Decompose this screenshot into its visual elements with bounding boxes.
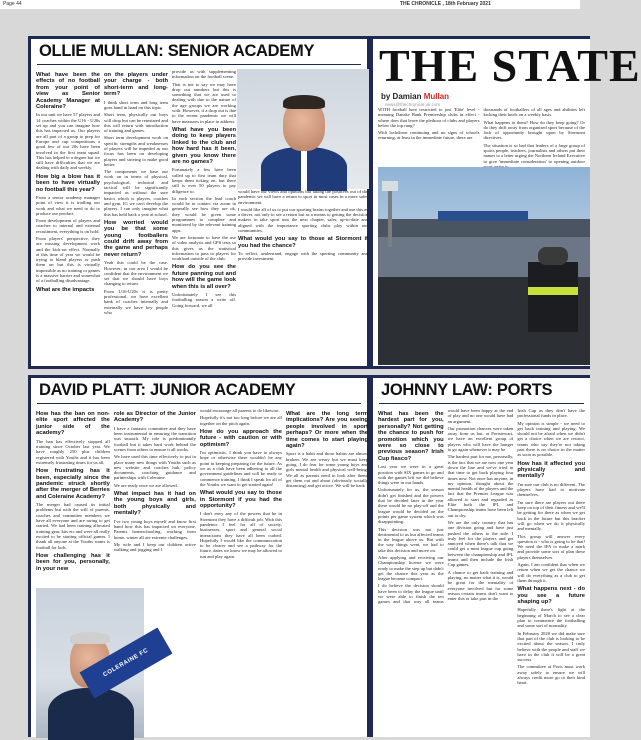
newspaper-name-date: THE CHRONICLE , 18th February 2021: [400, 1, 491, 7]
article-columns-main: [36, 69, 236, 366]
portrait-photo: [237, 69, 369, 189]
column-2: [104, 69, 168, 366]
paragraph: Our promotion chances were taken away from us but, at Portstewart, we have an excellent group of players who will have the hunger to go again whenever it may be.: [447, 425, 514, 453]
paragraph: I have a fantastic committee and they have been instrumental in ensuring the transition was smooth. My role is predominantly football but it takes hard work behind the scenes from others to ensure it all works.: [113, 425, 196, 452]
paragraph: provide us with supplementing information on the football scene.: [172, 69, 236, 80]
paragraph: My wife and I keep our children active walking and jogging and I: [113, 541, 196, 553]
column-1: [36, 408, 110, 586]
question-heading: What has been the hardest part for you, personally? Not getting the chance to push for promotion which you were so close to previous season? Irish Cup fiasco?: [378, 411, 444, 462]
column-2: [517, 408, 585, 738]
title-rule: [379, 403, 584, 404]
paragraph: We have used this time effectively to put in place many new things with Youths such as new website and coaches hub, policy documents, coaching guidance and partnerships with Coleraine.: [113, 454, 196, 481]
question-heading: What have been the effects of no football from your point of view as Senior Academy Manager at Coleraine?: [36, 72, 100, 111]
paragraph: My opinion is simple - we need to get back training and playing. We should not be afraid when we didn't get a choice when we are restrict, teams who say they're not taking part there is no choice in the matter as soon as possible.: [517, 420, 585, 458]
paragraph: I do believe the decision should have been to delay the league until we were able to finish the ten games and that way all teams would have been happy at the end of play and no one would have had an argument.: [378, 408, 514, 605]
kit-jacket: [261, 147, 347, 191]
article-columns-lower: [238, 189, 368, 367]
question-heading: What would you say to those in Stormont if you had the opportunity?: [199, 490, 282, 509]
question-heading: How has it affected you physically and mentally?: [517, 460, 585, 480]
question-heading: How challenging has it been for you, personally, in your new: [36, 552, 110, 572]
paragraph: This decision was not just detrimental to us but affected teams in the league above us. But with the way things went, we had to take this decision and move on.: [378, 526, 444, 553]
article-david-platt: [28, 375, 370, 737]
question-heading: How frustrating has it been, especially since the pandemic struck shortly after the merger of Berries and Coleraine Academy?: [36, 468, 110, 500]
article-title: OLLIE MULLAN: SENIOR ACADEMY: [39, 42, 315, 60]
paragraph: Last year we were in a great position with SIX games to go and with the games left we did believe things were in our hands.: [378, 464, 444, 486]
paragraph: From development of players and coaches to internal and external recruitment, everything is on hold.: [36, 218, 100, 234]
paragraph: I'm optimistic, I think you have to always hope or otherwise there wouldn't be any point in keeping preparing for the future. As we as a club have been adhering to all the government guidelines and will be ready to commence training. I think I speak for all of the Youths we want to get started again!: [199, 450, 282, 487]
question-heading: role as Director of the Junior Academy?: [113, 411, 196, 424]
paragraph: Unfortunately for us, the season didn't get finished and the powers that be decided later in the year there would be no play-off and the league would be decided on the points per game system which was disappointing.: [378, 487, 444, 525]
question-heading: What would you say to those at Stormont if you had the chance?: [238, 236, 368, 249]
paragraph: Hopefully it's not too long before we are all together on the pitch again.: [199, 415, 282, 426]
article-johnny-law: [370, 375, 590, 737]
article-title: THE STATE: [379, 40, 641, 91]
article-title: DAVID PLATT: JUNIOR ACADEMY: [39, 381, 296, 399]
article-the-state: [370, 36, 641, 369]
paragraph: The hardest part for me, personally, is the fact that we are now one year down the line and we've tried in that time to get back playing four times now. Not once has anyone, in my opinion, thought about the mental health of the players and the fact that the Premier League was allowed to start and regarded as Elite both the IPL and Championship teams have been left out to dry.: [447, 454, 514, 518]
jacket: [48, 688, 134, 740]
article-title: JOHNNY LAW: PORTS: [381, 381, 553, 399]
column-2: [484, 107, 586, 167]
paragraph: What happens to them? How do they keep going? Or do they drift away from organised sport because of the lack of opportunity brought upon by Stormont directives.: [483, 119, 585, 141]
paragraph: The components we base our work on in terms of physical, psychological, technical and tactical will be significantly impacted as without the sure basics which is players, coaches and gym, IG we can't develop the players. I can only imagine what this has held back a year at school.: [104, 169, 168, 217]
column-4: [286, 408, 368, 708]
paragraph: Sport is a habit and those habits are almost broken. We are weary but we must keep going. I do fear for some young boys and girls mental health and physical well-being. We all as parents need to look after them, get them out and about (obviously socially distancing) and get active. We will be back: [285, 451, 368, 489]
byline-prefix: by Damian: [381, 92, 422, 101]
paragraph: Irish Cup as they don't have the professional funds in place.: [517, 408, 585, 419]
column-1: [378, 107, 480, 167]
title-rule: [37, 64, 361, 65]
paragraph: With lockdown continuing and no signs of schools returning, at least in the immediate future, there are: [378, 130, 480, 141]
paragraph: That is not to say we may have drop out numbers but this is something that we are used to dealing with due to the nature of the age groups we are working with. However, if a drop out is due to the recent pandemic we will have measures in place to address.: [172, 81, 236, 124]
question-heading: What impact has it had on the young boys and girls, both physically and mentally?: [113, 491, 196, 517]
paragraph: would have our views and opinions but taking the positives out of the pandemic we will have a return to sport in most cases in a more safer environment.: [238, 189, 368, 205]
article-ollie-mullan: [28, 36, 370, 369]
stadium-photo: [378, 167, 590, 365]
column-3: [200, 408, 282, 708]
paragraph: We are fortunate to have the use of video analysis and GPS tests so this gives us the statistical information to pass to players for workload outside of the club.: [172, 234, 236, 262]
question-heading: What are the long term implications? Are you seeing people involved in sport perhaps? Or more when the time comes to start playing again?: [285, 411, 368, 450]
column-1: [36, 69, 100, 366]
paragraph: From players' perspective, they are missing development work and the kick-on effect. Normally at this time of year we would be trying to blend players or push them on but this is virtually impossible as no training or games is a massive barrier and somewhat of a footballing disadvantage.: [36, 236, 100, 284]
paragraph: From a senior academy manager point of view it is trialling our work and what we need to do to produce our product.: [36, 194, 100, 216]
paragraph: The ban has effectively stopped all training since October last year. We have roughly 250 plus children registered with Youths and it has been extremely frustrating times for us all.: [36, 438, 110, 465]
byline: [381, 92, 449, 101]
column-3: [172, 69, 236, 366]
paragraph: The committee at Ports must work away safely to ensure we will always credit more go to their kind heart.: [517, 664, 585, 686]
paragraph: In each section the lead coach would be in contact via zoom in generally see how they are ok, they would be given some programmes to complete and monitored by the relevant training apps.: [172, 195, 236, 233]
question-heading: How big a blow has it been to have virtually no football this year?: [36, 173, 100, 193]
article-columns: [378, 408, 585, 738]
paragraph: The merger had caused its initial problems but with the will of parents, coaches and committee members we have all everyone and are raring to get started. We had been training allocated training gear, kits etc and were all really excited to be starting official games. I thank all anyone at the Youths wants is football for kids.: [36, 502, 110, 550]
paragraph: Fortunately a few have been called up to first team duty that keeps them ticking on, but there still is over 50 players to pay diligence to.: [172, 167, 236, 194]
article-columns: [378, 107, 585, 167]
paragraph: In February 2020 we did make sure that part of the club is looking to be excited about the season. I truly believe with the people and staff we have in the club it will be a great success.: [517, 630, 585, 663]
column-4: [238, 189, 368, 367]
byline-name: Mullan: [423, 92, 450, 101]
question-heading: How has the ban on non-elite sport affected the junior side of the academy?: [36, 411, 110, 437]
paragraph: Again, I am confident that when we return when we get the chance we will do everything as a club to get them through it.: [517, 562, 585, 583]
question-heading: What happens next - do you see a future shaping up?: [517, 586, 585, 606]
paragraph: To reflect, understand, engage with the sporting community and provide investment.: [238, 251, 368, 262]
paragraph: WITH football here restricted to just 'Elite' level - meaning Danske Bank Premiership clubs in effect - where does that leave the plethora of clubs and players below the top rung?: [378, 107, 480, 128]
paragraph: I would like all of us to put our sporting brains together and use this as a driver, not only to see a return but as a means to getting the decision makers to take sport into the next chapter, safer, up-to-date and aligned with the importance sporting clubs play within our communities.: [238, 206, 368, 234]
paragraph: We are the only country that has one division going and have just pushed the others to the side. I truly feel for the players and get annoyed when there's talk that we could get a mini league cup going between the championship and IPL teams and then include the Irish Cup games.: [447, 519, 514, 568]
paragraph: This group will answer every question is - who is going to be that! We need the IFA to make a mark and provide some sort of plan these players themselves.: [517, 533, 585, 560]
paragraph: I'm sure our club is no different. The players have had to motivate themselves.: [517, 481, 585, 498]
author-email: news@thechronicle.uk.com: [385, 102, 441, 107]
paragraph: Short term, physically our boys will drop but can be reinstated and this will return with introduction of training and games.: [104, 112, 168, 134]
stadium-illustration: [378, 167, 590, 365]
paragraph: Unfortunately I see this footballing season a write off. Going forward, we all: [172, 292, 236, 308]
paragraph: I've two young boys myself and know first hand how this has impacted on everyone. Parents homeschooling, working from home, winter all are extreme challenges.: [113, 518, 196, 540]
portrait-photo-scarf: [36, 588, 150, 738]
paragraph: I'm sure there are players out there keep on top of their fitness and we'll be getting for there as when we get back in the future but this bracket will go when we do it physically and mentally.: [517, 499, 585, 532]
paragraph: After applying and receiving our Championship license we were ready to make the step up but didn't get the chance this year as the league became compact.: [378, 555, 444, 582]
paragraph: Hopefully there's light at the beginning of March to see a clear plan to commence the footballing and some sort of normality.: [517, 607, 585, 629]
question-heading: What are the impacts: [36, 286, 95, 293]
page-header: [0, 0, 580, 9]
paragraph: A chance to get back training and playing, no matter what it is, would be great for the mentality of everyone involved but for some reason certain teams don't want to enter this or take part in the: [447, 569, 514, 602]
question-heading: What have you been doing to keep players linked to the club and how hard has it been, given you know there are no games?: [172, 126, 236, 165]
hair: [70, 632, 110, 644]
paragraph: thousands of footballers of all ages and abilities left kicking their heels on a weekly basis.: [483, 107, 585, 118]
paragraph: From U16-U20s it is pretty professional, we have excellent bank of coaches internally and externally we have key people who: [104, 288, 168, 315]
question-heading: How do you approach the future - with caution or with optimism?: [199, 428, 282, 448]
column-1: [378, 408, 513, 738]
hair: [283, 95, 325, 109]
question-heading: on the players under your charge - both short-term and long-term?: [104, 72, 168, 98]
paragraph: Short term development work on specific strengths and weaknesses of players will be impeded as our focus has been on developing players and striving to make good better.: [104, 135, 168, 167]
paragraph: The situation is so bad that leaders of a large group of sports people, teachers, journalists and others put their names to a letter urging the Northern Ireland Executive to give 'immediate consideration' to opening outdoor: [483, 142, 585, 164]
page-number: Page 44: [3, 1, 22, 7]
club-scarf: COLERAINE FC: [80, 628, 173, 699]
title-rule: [37, 403, 361, 404]
paragraph: I don't envy any of the powers that be in Stormont they have a difficult job. With this pandemic I feel for all of society, businesses, sport and general social interactions they have all been curbed. Hopefully I would like the communication to be clearer and see a pathway for the future, dates we know we may be allowed to run and play again.: [199, 511, 282, 559]
question-heading: How worried would you be that some young footballers could drift away from the game and perhaps never return?: [104, 219, 168, 258]
paragraph: Yeah this could be the case. However, in our area I would be confident that the environment we set that we should have boys changing to return.: [104, 260, 168, 287]
paragraph: I think short term and long term goes hand in hand on this topic.: [104, 99, 168, 110]
question-heading: How do you see the future panning out and how will the game look when this is all over?: [172, 264, 236, 290]
paragraph: would encourage all parents to do likewise.: [199, 408, 280, 413]
paragraph: We are ready once we are allowed.: [113, 482, 178, 488]
paragraph: In our unit we have 57 players and 14 coaches within the U16 - U20s set up and you can imagine how this has impacted us. Our players are all part of a group to prep for Europe and cup competitions a good few of our 20s have been involved in the first team squad. This has helped to a degree but we still have difficulties that we are dealing with daily and weekly.: [36, 112, 100, 171]
